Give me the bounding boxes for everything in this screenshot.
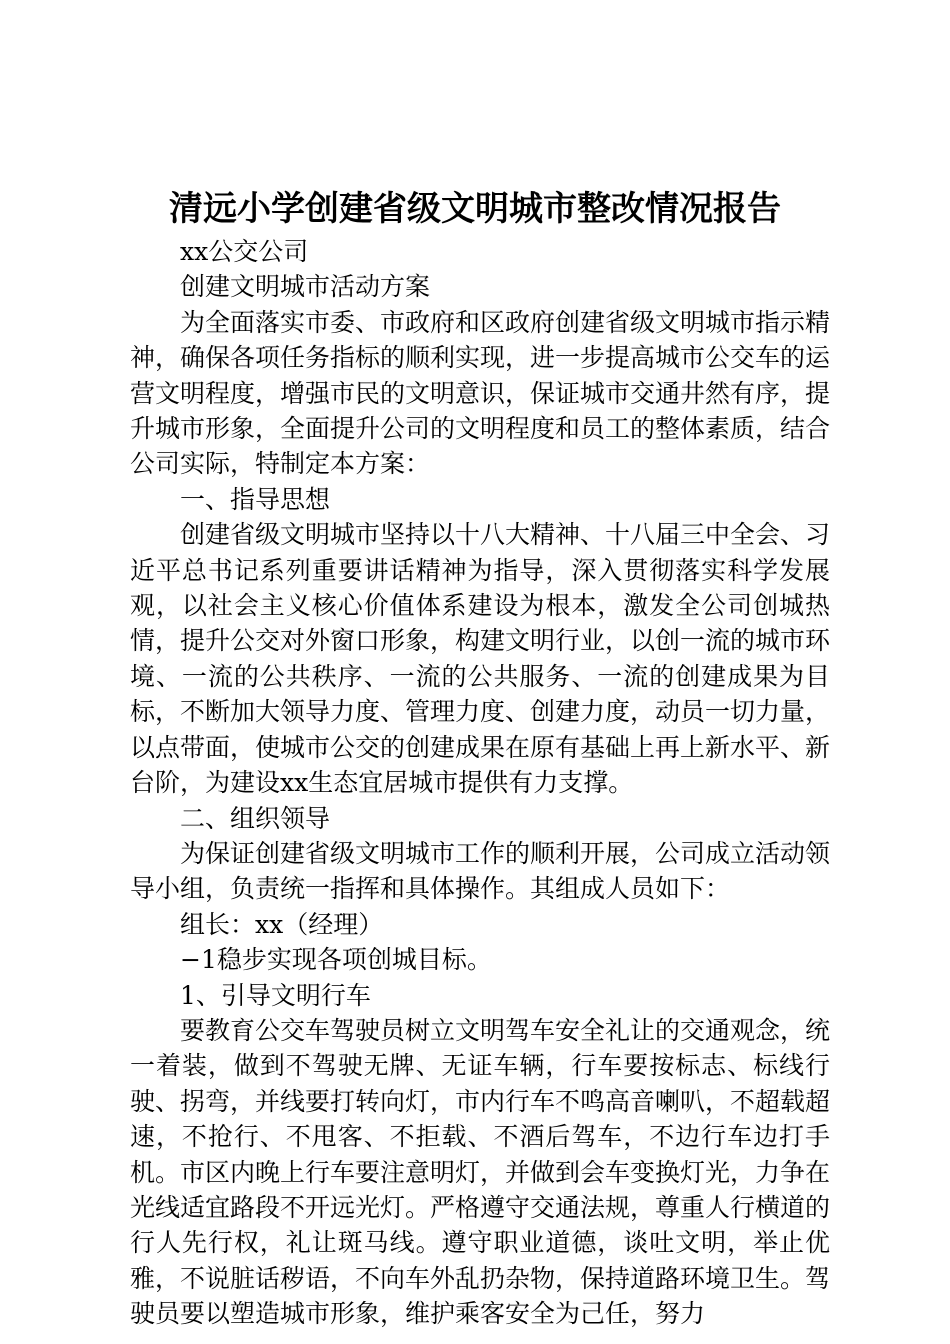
paragraph-team-leader: 组长：xx（经理） [180, 909, 384, 939]
document-body [130, 234, 830, 1332]
section-heading-guiding-thought: 一、指导思想 [180, 484, 331, 514]
paragraph-guiding-thought: 创建省级文明城市坚持以十八大精神、十八届三中全会、习近平总书记系列重要讲话精神为指导，深入贯彻落实科学发展观，以社会主义核心价值体系建设为根本，激发全公司创城热情，提升公交对外窗口形象，构建文明行业，以创一流的城市环境、一流的公共秩序、一流的公共服务、一流的创建成果为目标，不断加大领导力度、管理力度、创建力度，动员一切力量，以点带面，使城市公交的创建成果在原有基础上再上新水平、新台阶，为建设xx生态宜居城市提供有力支撑。 [130, 520, 831, 798]
paragraph-plan-title: 创建文明城市活动方案 [180, 272, 431, 302]
paragraph-company: xx公交公司 [180, 237, 309, 266]
paragraph-organization: 为保证创建省级文明城市工作的顺利开展，公司成立活动领导小组，负责统一指挥和具体操作。其组成人员如下： [130, 838, 831, 904]
document-title: 清远小学创建省级文明城市整改情况报告 [169, 189, 781, 229]
subsection-heading-civilized-driving: 1、引导文明行车 [180, 980, 371, 1010]
paragraph-goal: −1稳步实现各项创城目标。 [180, 945, 492, 975]
section-heading-organization: 二、组织领导 [180, 803, 331, 833]
paragraph-civilized-driving: 要教育公交车驾驶员树立文明驾车安全礼让的交通观念，统一着装，做到不驾驶无牌、无证车辆，行车要按标志、标线行驶、拐弯，并线要打转向灯，市内行车不鸣高音喇叭，不超载超速，不抢行、不甩客、不拒载、不酒后驾车，不边行车边打手机。市区内晚上行车要注意明灯，并做到会车变换灯光，力争在光线适宜路段不开远光灯。严格遵守交通法规，尊重人行横道的行人先行权，礼让斑马线。遵守职业道德，谈吐文明，举止优雅，不说脏话秽语，不向车外乱扔杂物，保持道路环境卫生。驾驶员要以塑造城市形象，维护乘客安全为己任，努力 [130, 1015, 831, 1329]
paragraph-intro: 为全面落实市委、市政府和区政府创建省级文明城市指示精神，确保各项任务指标的顺利实现，进一步提高城市公交车的运营文明程度，增强市民的文明意识，保证城市交通井然有序，提升城市形象，全面提升公司的文明程度和员工的整体素质，结合公司实际，特制定本方案： [130, 307, 831, 479]
